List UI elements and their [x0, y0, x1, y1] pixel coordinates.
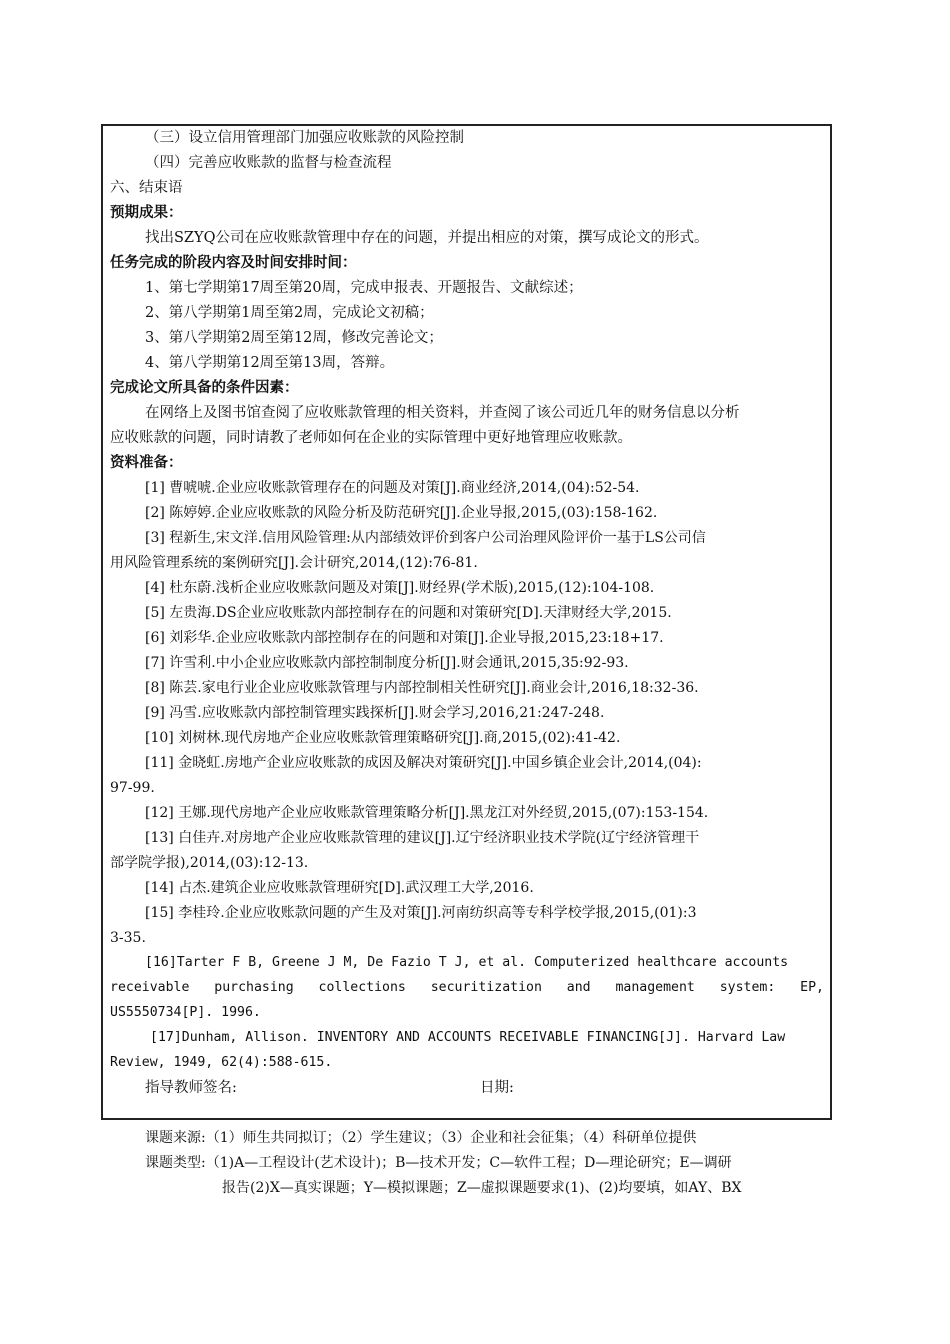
reference-word: purchasing	[214, 980, 294, 995]
reference-word: receivable	[110, 980, 190, 995]
outline-item-4: （四）完善应收账款的监督与检查流程	[145, 155, 392, 171]
footer-topic-source: 课题来源:（1）师生共同拟订；（2）学生建议；（3）企业和社会征集；（4）科研单位提供	[145, 1130, 697, 1146]
outline-section-6: 六、结束语	[110, 180, 183, 196]
reference-item: [10] 刘树林.现代房地产企业应收账款管理策略研究[J].商,2015,(02):41-42.	[145, 730, 621, 746]
reference-item: [9] 冯雪.应收账款内部控制管理实践探析[J].财会学习,2016,21:247-248.	[145, 705, 605, 721]
reference-item: [5] 左贵海.DS企业应收账款内部控制存在的问题和对策研究[D].天津财经大学,2015.	[145, 605, 672, 621]
footer-topic-type-continued: 报告(2)X—真实课题；Y—模拟课题；Z—虚拟课题要求(1)、(2)均要填，如AY、BX	[222, 1180, 742, 1196]
reference-item-continued: 用风险管理系统的案例研究[J].会计研究,2014,(12):76-81.	[110, 555, 478, 571]
reference-item-16-line3: US5550734[P]. 1996.	[110, 1005, 261, 1020]
reference-item: [2] 陈婷婷.企业应收账款的风险分析及防范研究[J].企业导报,2015,(03):158-162.	[145, 505, 658, 521]
reference-item: [7] 许雪利.中小企业应收账款内部控制制度分析[J].财会通讯,2015,35:92-93.	[145, 655, 629, 671]
reference-item: [14] 占杰.建筑企业应收账款管理研究[D].武汉理工大学,2016.	[145, 880, 534, 896]
reference-item-16: [16]Tarter F B, Greene J M, De Fazio T J, et al. Computerized healthcare accounts	[145, 955, 789, 970]
reference-item-16-line2	[110, 978, 824, 998]
schedule-item: 3、第八学期第2周至第12周，修改完善论文；	[145, 330, 443, 346]
schedule-item: 4、第八学期第12周至第13周，答辩。	[145, 355, 395, 371]
reference-item: [3] 程新生,宋文洋.信用风险管理:从内部绩效评价到客户公司治理风险评价一基于LS公司信	[145, 530, 706, 546]
reference-word: collections	[318, 980, 406, 995]
materials-heading: 资料准备：	[110, 454, 183, 471]
reference-item: [1] 曹唬唬.企业应收账款管理存在的问题及对策[J].商业经济,2014,(04):52-54.	[145, 480, 640, 496]
reference-item-continued: 部学院学报),2014,(03):12-13.	[110, 855, 309, 871]
conditions-text: 在网络上及图书馆查阅了应收账款管理的相关资料，并查阅了该公司近几年的财务信息以分析	[145, 405, 740, 421]
reference-item-continued: 97-99.	[110, 780, 155, 796]
reference-item: [11] 金晓虹.房地产企业应收账款的成因及解决对策研究[J].中国乡镇企业会计,2014,(04):	[145, 755, 702, 771]
advisor-signature-label: 指导教师签名:	[145, 1080, 237, 1096]
reference-item: [6] 刘彩华.企业应收账款内部控制存在的问题和对策[J].企业导报,2015,23:18+17.	[145, 630, 664, 646]
schedule-heading: 任务完成的阶段内容及时间安排时间：	[110, 254, 357, 271]
reference-word: EP,	[800, 980, 824, 995]
reference-word: securitization	[430, 980, 542, 995]
expected-results-text: 找出SZYQ公司在应收账款管理中存在的问题，并提出相应的对策，撰写成论文的形式。	[145, 230, 709, 246]
conditions-heading: 完成论文所具备的条件因素：	[110, 379, 299, 396]
reference-item: [4] 杜东蔚.浅析企业应收账款问题及对策[J].财经界(学术版),2015,(12):104-108.	[145, 580, 655, 596]
reference-item: [15] 李桂玲.企业应收账款问题的产生及对策[J].河南纺织高等专科学校学报,2015,(01):3	[145, 905, 697, 921]
reference-item-continued: 3-35.	[110, 930, 146, 946]
reference-item: [12] 王娜.现代房地产企业应收账款管理策略分析[J].黑龙江对外经贸,2015,(07):153-154.	[145, 805, 709, 821]
reference-word: management	[615, 980, 695, 995]
outline-item-3: （三）设立信用管理部门加强应收账款的风险控制	[145, 130, 464, 146]
date-label: 日期:	[480, 1080, 514, 1096]
reference-item: [8] 陈芸.家电行业企业应收账款管理与内部控制相关性研究[J].商业会计,2016,18:32-36.	[145, 680, 699, 696]
reference-item-17: [17]Dunham, Allison. INVENTORY AND ACCOUNTS RECEIVABLE FINANCING[J]. Harvard Law	[150, 1030, 786, 1045]
footer-topic-type: 课题类型:（1)A—工程设计(艺术设计)；B—技术开发；C—软件工程；D—理论研究；E—调研	[145, 1155, 732, 1171]
reference-word: and	[566, 980, 591, 995]
schedule-item: 2、第八学期第1周至第2周，完成论文初稿；	[145, 305, 434, 321]
reference-word: system:	[719, 980, 776, 995]
reference-item: [13] 白佳卉.对房地产企业应收账款管理的建议[J].辽宁经济职业技术学院(辽宁经济管理干	[145, 830, 700, 846]
expected-results-heading: 预期成果：	[110, 204, 183, 221]
schedule-item: 1、第七学期第17周至第20周，完成申报表、开题报告、文献综述；	[145, 280, 583, 296]
conditions-text: 应收账款的问题，同时请教了老师如何在企业的实际管理中更好地管理应收账款。	[110, 430, 632, 446]
reference-item-17-line2: Review, 1949, 62(4):588-615.	[110, 1055, 333, 1070]
